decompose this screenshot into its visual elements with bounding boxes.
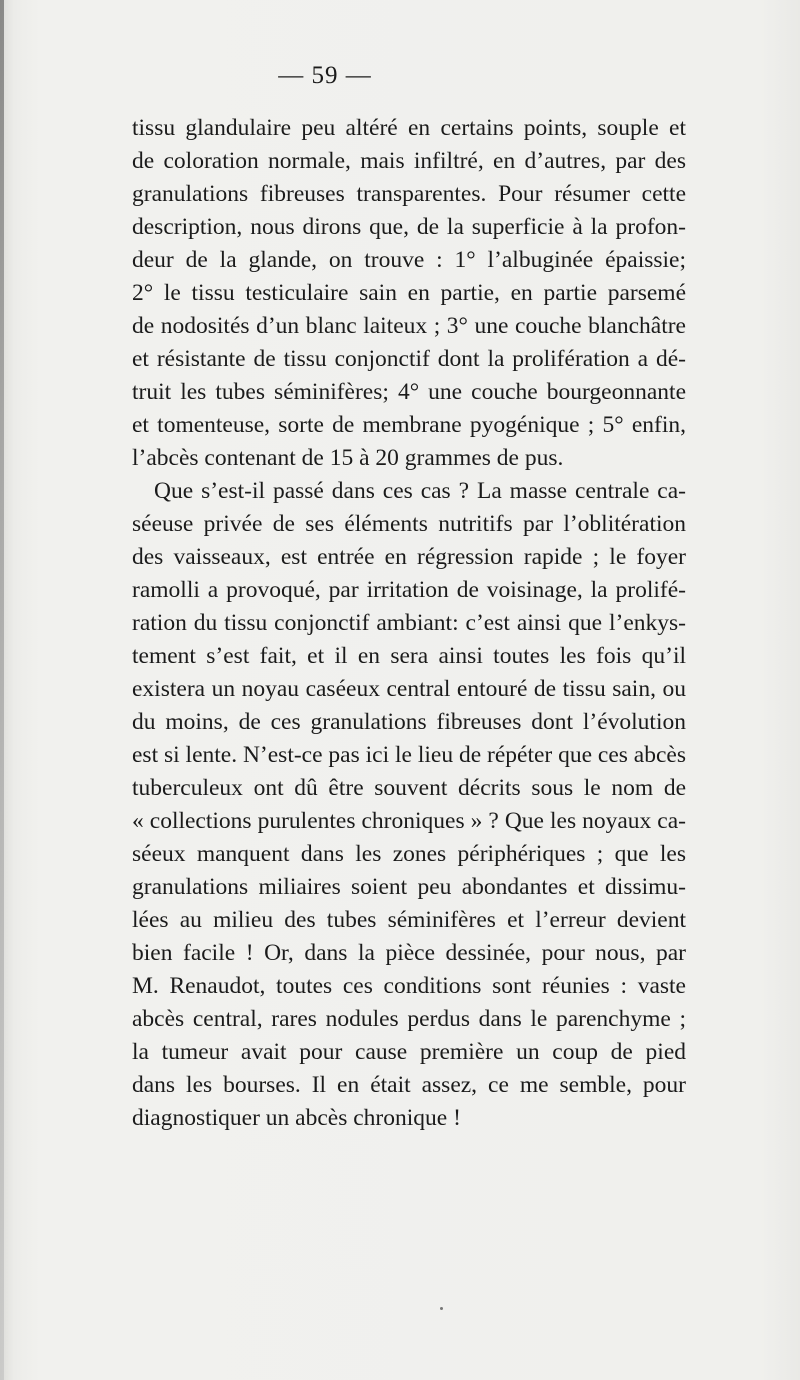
text-line: l’abcès contenant de 15 à 20 grammes de pus. (132, 445, 564, 471)
page-number: — 59 — (278, 62, 372, 89)
body-text (132, 112, 686, 1135)
text-line: lées au milieu des tubes séminifères et l’erreur devient (132, 907, 686, 933)
text-line: séeuse privée de ses éléments nutritifs par l’oblitération (132, 511, 686, 537)
text-line: description, nous dirons que, de la superficie à la profon- (132, 214, 686, 240)
text-line: dans les bourses. Il en était assez, ce me semble, pour (132, 1072, 686, 1098)
paragraph-1 (132, 112, 686, 475)
text-line: des vaisseaux, est entrée en régression rapide ; le foyer (132, 544, 686, 570)
text-line: tement s’est fait, et il en sera ainsi toutes les fois qu’il (132, 643, 686, 669)
text-line: tissu glandulaire peu altéré en certains points, souple et (132, 115, 686, 141)
text-line: de nodosités d’un blanc laiteux ; 3° une couche blanchâtre (132, 313, 686, 339)
page-binding-edge (0, 0, 4, 1380)
text-line: ramolli a provoqué, par irritation de voisinage, la prolifé- (132, 577, 686, 603)
text-line: du moins, de ces granulations fibreuses dont l’évolution (132, 709, 686, 735)
paper-speck (440, 1307, 443, 1310)
text-line: bien facile ! Or, dans la pièce dessinée, pour nous, par (132, 940, 686, 966)
text-line: deur de la glande, on trouve : 1° l’albuginée épaissie; (132, 247, 686, 273)
text-line: granulations miliaires soient peu abondantes et dissimu- (132, 874, 686, 900)
text-line: tuberculeux ont dû être souvent décrits sous le nom de (132, 775, 686, 801)
text-line: 2° le tissu testiculaire sain en partie, en partie parsemé (132, 280, 686, 306)
text-line: Que s’est-il passé dans ces cas ? La masse centrale ca- (154, 478, 686, 504)
text-line: M. Renaudot, toutes ces conditions sont réunies : vaste (132, 973, 686, 999)
text-line: truit les tubes séminifères; 4° une couche bourgeonnante (132, 379, 686, 405)
paragraph-2 (132, 475, 686, 1135)
text-line: est si lente. N’est-ce pas ici le lieu de répéter que ces abcès (132, 742, 686, 768)
text-line: la tumeur avait pour cause première un coup de pied (132, 1039, 686, 1065)
text-line: diagnostiquer un abcès chronique ! (132, 1105, 461, 1131)
text-line: existera un noyau caséeux central entouré de tissu sain, ou (132, 676, 686, 702)
text-line: séeux manquent dans les zones périphériques ; que les (132, 841, 686, 867)
text-line: abcès central, rares nodules perdus dans le parenchyme ; (132, 1006, 686, 1032)
text-line: et tomenteuse, sorte de membrane pyogénique ; 5° enfin, (132, 412, 686, 438)
text-line: « collections purulentes chroniques » ? Que les noyaux ca- (132, 808, 686, 834)
text-line: de coloration normale, mais infiltré, en d’autres, par des (132, 148, 686, 174)
text-line: ration du tissu conjonctif ambiant: c’est ainsi que l’enkys- (132, 610, 686, 636)
text-line: granulations fibreuses transparentes. Pour résumer cette (132, 181, 686, 207)
text-line: et résistante de tissu conjonctif dont la prolifération a dé- (132, 346, 686, 372)
